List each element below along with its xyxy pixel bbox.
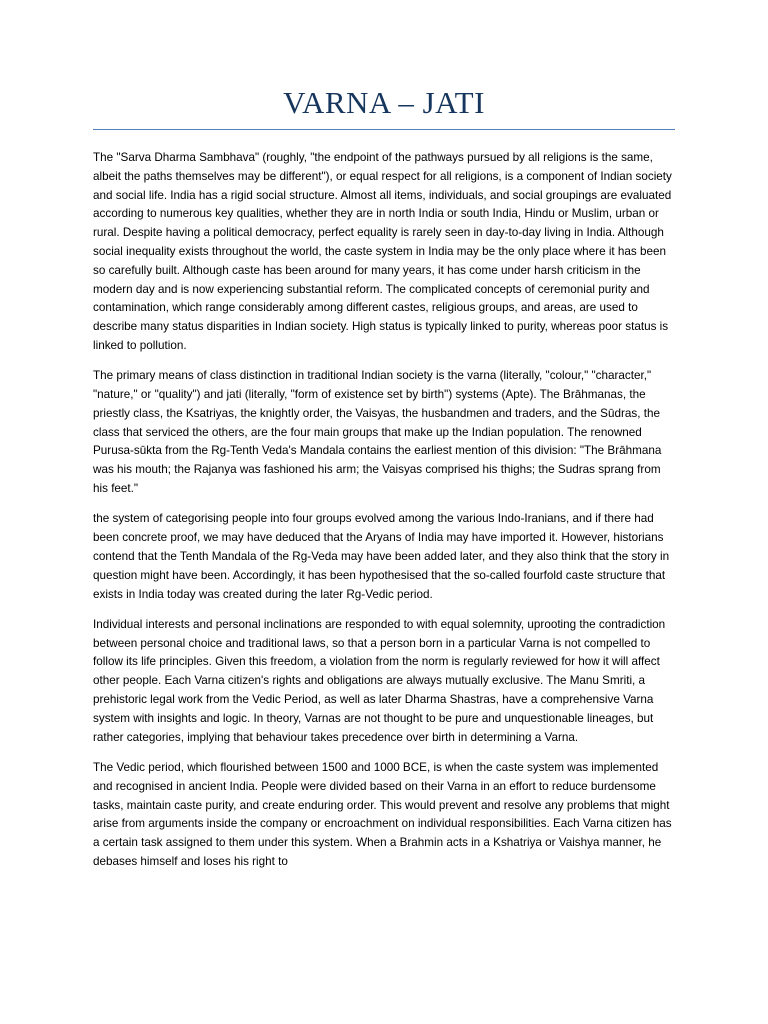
- page-title: VARNA – JATI: [283, 85, 485, 120]
- paragraph: Individual interests and personal inclinations are responded to with equal solemnity, uprooting the contradiction between personal choice and traditional laws, so that a person born in a particular Varna is not compelled to follow its life principles. Given this freedom, a violation from the norm is regularly reviewed for how it will affect other people. Each Varna citizen's rights and obligations are always mutually exclusive. The Manu Smriti, a prehistoric legal work from the Vedic Period, as well as later Dharma Shastras, have a comprehensive Varna system with insights and logic. In theory, Varnas are not thought to be pure and unquestionable lineages, but rather categories, implying that behaviour takes precedence over birth in determining a Varna.: [93, 617, 666, 744]
- paragraph: The Vedic period, which flourished between 1500 and 1000 BCE, is when the caste system was implemented and recognised in ancient India. People were divided based on their Varna in an effort to reduce burdensome tasks, maintain caste purity, and create enduring order. This would prevent and resolve any problems that might arise from arguments inside the company or encroachment on individual responsibilities. Each Varna citizen has a certain task assigned to them under this system. When a Brahmin acts in a Kshatriya or Vaishya manner, he debases himself and loses his right to: [93, 760, 672, 868]
- document-body: [93, 149, 675, 883]
- paragraph: the system of categorising people into four groups evolved among the various Indo-Iranians, and if there had been concrete proof, we may have deduced that the Aryans of India may have imported it. However, historians contend that the Tenth Mandala of the Rg-Veda may have been added later, and they also think that the story in question might have been. Accordingly, it has been hypothesised that the so-called fourfold caste structure that exists in India today was created during the later Rg-Vedic period.: [93, 512, 670, 601]
- paragraph: The "Sarva Dharma Sambhava" (roughly, "the endpoint of the pathways pursued by all religions is the same, albeit the paths themselves may be different"), or equal respect for all religions, is a component of Indian society and social life. India has a rigid social structure. Almost all items, individuals, and social groupings are evaluated according to numerous key qualities, whether they are in north India or south India, Hindu or Muslim, urban or rural. Despite having a political democracy, perfect equality is rarely seen in day-to-day living in India. Although social inequality exists throughout the world, the caste system in India may be the only place where it has been so carefully built. Although caste has been around for many years, it has come under harsh criticism in the modern day and is now experiencing substantial reform. The complicated concepts of ceremonial purity and contamination, which range considerably among different castes, religious groups, and areas, are used to describe many status disparities in Indian society. High status is typically linked to purity, whereas poor status is linked to pollution.: [93, 151, 672, 352]
- paragraph: The primary means of class distinction in traditional Indian society is the varna (literally, "colour," "character," "nature," or "quality") and jati (literally, "form of existence set by birth") systems (Apte). The Brāhmanas, the priestly class, the Ksatriyas, the knightly order, the Vaisyas, the husbandmen and traders, and the Sūdras, the class that serviced the others, are the four main groups that make up the Indian population. The renowned Purusa-sūkta from the Rg-Tenth Veda's Mandala contains the earliest mention of this division: "The Brāhmana was his mouth; the Rajanya was fashioned his arm; the Vaisyas comprised his thighs; the Sudras sprang from his feet.": [93, 369, 662, 496]
- title-divider: [93, 129, 675, 130]
